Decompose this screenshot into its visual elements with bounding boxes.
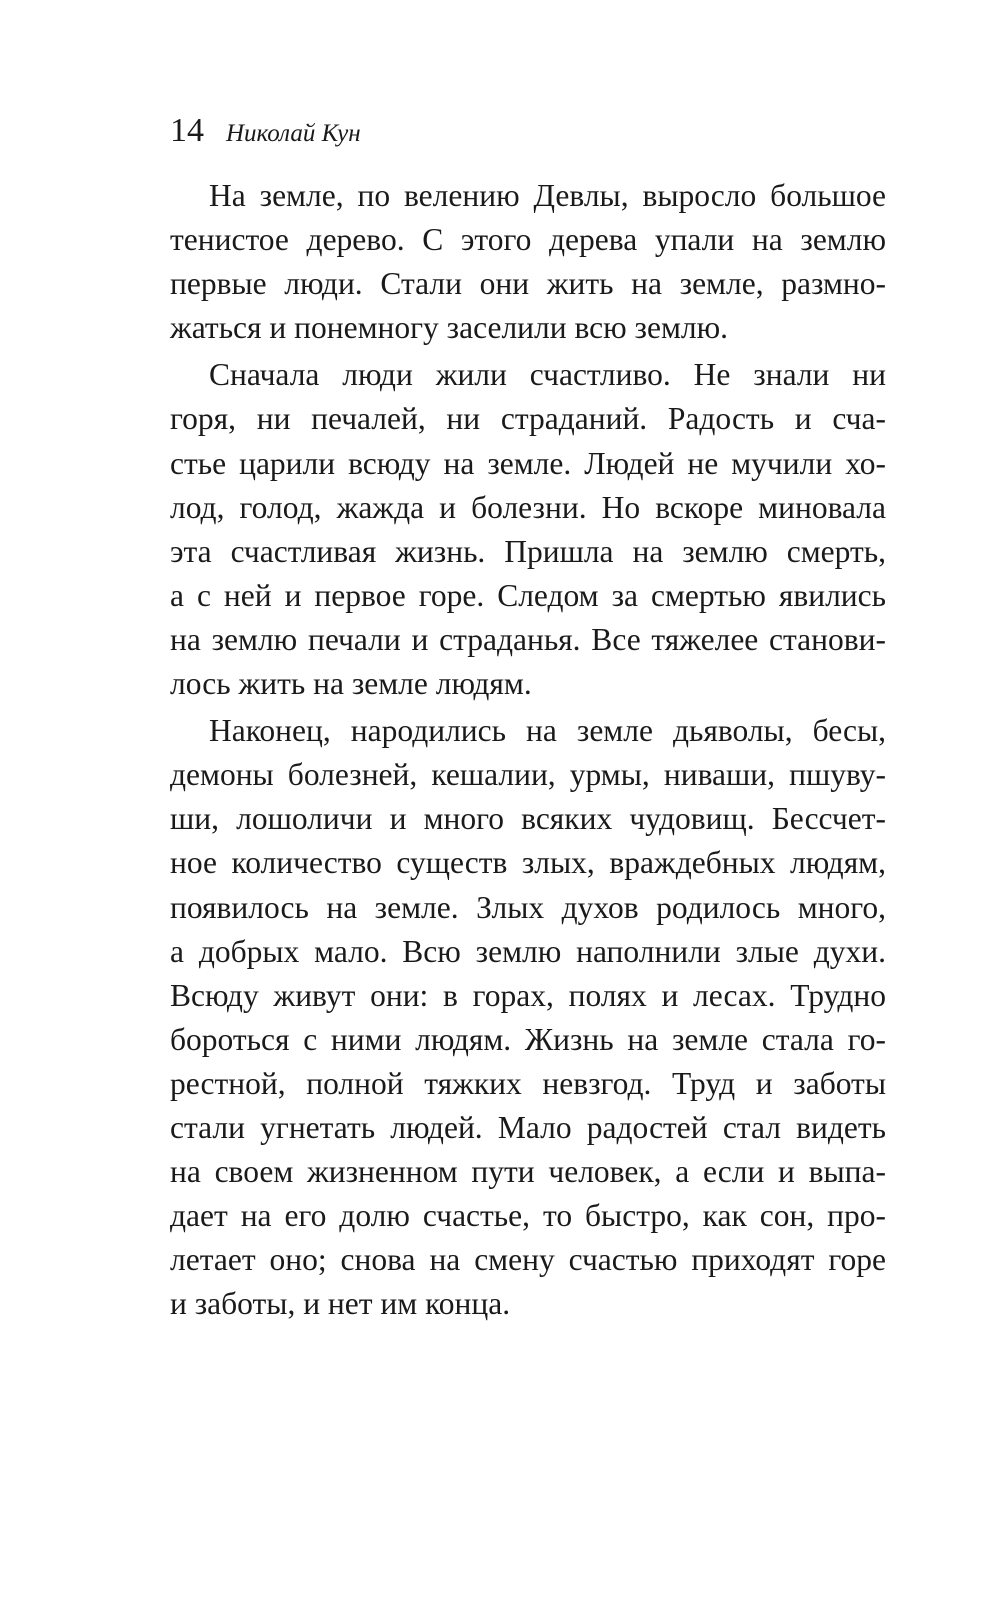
- text-line: Наконец, народились на земле дьяволы, бесы,: [209, 713, 886, 749]
- paragraph-1: [170, 174, 886, 350]
- text-line: демоны болезней, кешалии, урмы, ниваши, пшуву-: [170, 757, 886, 793]
- text-line: лось жить на земле людям.: [170, 666, 532, 702]
- text-line: летает оно; снова на смену счастью приходят горе: [170, 1242, 886, 1278]
- text-line: жаться и понемногу заселили всю землю.: [170, 310, 729, 346]
- paragraph-2: [170, 353, 886, 706]
- text-line: бороться с ними людям. Жизнь на земле стала го-: [170, 1021, 886, 1057]
- text-line: стали угнетать людей. Мало радостей стал видеть: [170, 1109, 886, 1145]
- running-title: Николай Кун: [226, 120, 361, 147]
- text-line: а с ней и первое горе. Следом за смертью явились: [170, 577, 886, 613]
- text-line: на своем жизненном пути человек, а если и выпа-: [170, 1154, 886, 1190]
- body-text: [170, 174, 886, 1326]
- text-line: ное количество существ злых, враждебных людям,: [170, 845, 886, 881]
- text-line: появилось на земле. Злых духов родилось много,: [170, 889, 886, 925]
- text-line: эта счастливая жизнь. Пришла на землю смерть,: [170, 533, 886, 569]
- text-line: ши, лошоличи и много всяких чудовищ. Бессчет-: [170, 801, 886, 837]
- text-line: горя, ни печалей, ни страданий. Радость и сча-: [170, 401, 886, 437]
- text-line: лод, голод, жажда и болезни. Но вскоре миновала: [170, 489, 886, 525]
- text-line: и заботы, и нет им конца.: [170, 1286, 511, 1322]
- text-line: тенистое дерево. С этого дерева упали на землю: [170, 222, 886, 258]
- text-line: На земле, по велению Девлы, выросло большое: [209, 178, 886, 213]
- text-line: на землю печали и страданья. Все тяжелее станови-: [170, 621, 886, 657]
- text-line: рестной, полной тяжких невзгод. Труд и заботы: [170, 1065, 886, 1101]
- text-line: дает на его долю счастье, то быстро, как сон, про-: [170, 1198, 886, 1234]
- text-line: Всюду живут они: в горах, полях и лесах. Трудно: [170, 977, 886, 1013]
- text-line: стье царили всюду на земле. Людей не мучили хо-: [170, 445, 886, 481]
- running-head: [170, 112, 361, 150]
- page-number: 14: [170, 112, 204, 149]
- text-line: а добрых мало. Всю землю наполнили злые духи.: [170, 933, 886, 969]
- text-line: Сначала люди жили счастливо. Не знали ни: [209, 357, 886, 393]
- paragraph-3: [170, 709, 886, 1326]
- text-line: первые люди. Стали они жить на земле, размно-: [170, 266, 886, 302]
